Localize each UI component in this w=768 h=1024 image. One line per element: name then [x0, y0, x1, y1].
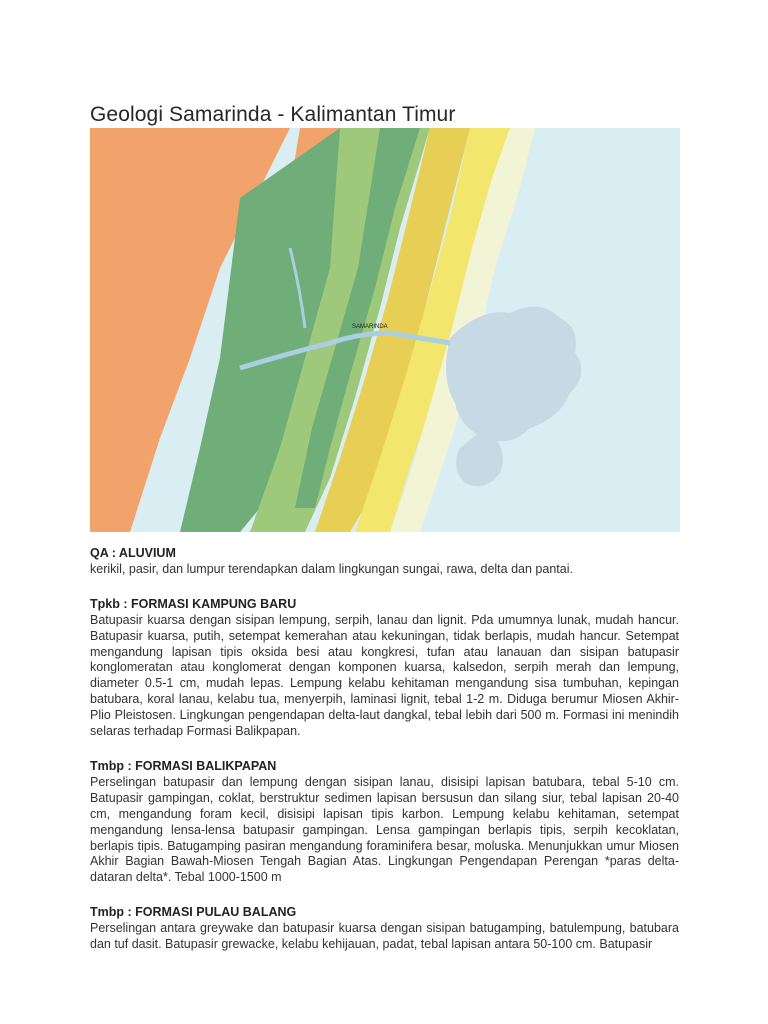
section-heading: Tpkb : FORMASI KAMPUNG BARU [90, 596, 297, 611]
section-heading: Tmbp : FORMASI BALIKPAPAN [90, 758, 277, 773]
section-balikpapan [90, 759, 679, 886]
geologic-map [90, 128, 680, 532]
section-pulau-balang [90, 905, 679, 953]
section-kampung-baru [90, 597, 679, 740]
section-body: Perselingan batupasir dan lempung dengan sisipan lanau, disisipi lapisan batubara, tebal 5-10 cm. Batupasir gampingan, coklat, berstruktur sedimen lapisan bersusun dan silang siur, tebal lapisan 20-40 cm, mengandung foram kecil, disisipi lapisan tipis karbon. Lempung kelabu kehitaman, setempat mengandung lensa-lensa batupasir gampingan. Lensa gampingan berlapis tipis, serpih kecoklatan, berlapis tipis. Batugamping pasiran mengandung foraminifera besar, moluska. Menunjukkan umur Miosen Akhir Bagian Bawah-Miosen Tengah Bagian Atas. Lingkungan Pengendapan Perengan *paras delta-dataran delta*. Tebal 1000-1500 m [90, 774, 679, 885]
formation-descriptions [90, 546, 679, 972]
section-body: kerikil, pasir, dan lumpur terendapkan dalam lingkungan sungai, rawa, delta dan pantai. [90, 561, 573, 576]
geologic-map-drawing [90, 128, 680, 532]
section-heading: QA : ALUVIUM [90, 546, 176, 560]
map-city-label: SAMARINDA [352, 324, 388, 330]
section-body: Batupasir kuarsa dengan sisipan lempung, serpih, lanau dan lignit. Pda umumnya lunak, mudah hancur. Batupasir kuarsa, putih, setempat kemerahan atau kekuningan, tidak berlapis, mudah hancur. Setempat mengandung lapisan tipis oksida besi atau kongkresi, tufan atau lanauan dan sisipan batupasir konglomeratan atau konglomerat dengan komponen kuarsa, kalsedon, serpih merah dan lempung, diameter 0.5-1 cm, mudah lepas. Lempung kelabu kehitaman mengandung sisa tumbuhan, kepingan batubara, koral lanau, kelabu tua, menyerpih, laminasi lignit, tebal 1-2 m. Diduga berumur Miosen Akhir-Plio Pleistosen. Lingkungan pengendapan delta-laut dangkal, tebal lebih dari 500 m. Formasi ini menindih selaras terhadap Formasi Balikpapan. [90, 612, 679, 739]
section-body: Perselingan antara greywake dan batupasir kuarsa dengan sisipan batugamping, batulempung, batubara dan tuf dasit. Batupasir grewacke, kelabu kehijauan, padat, tebal lapisan antara 50-100 cm. Batupasir [90, 921, 679, 952]
section-aluvium [90, 546, 679, 578]
page-title: Geologi Samarinda - Kalimantan Timur [90, 103, 456, 126]
section-heading: Tmbp : FORMASI PULAU BALANG [90, 905, 297, 920]
